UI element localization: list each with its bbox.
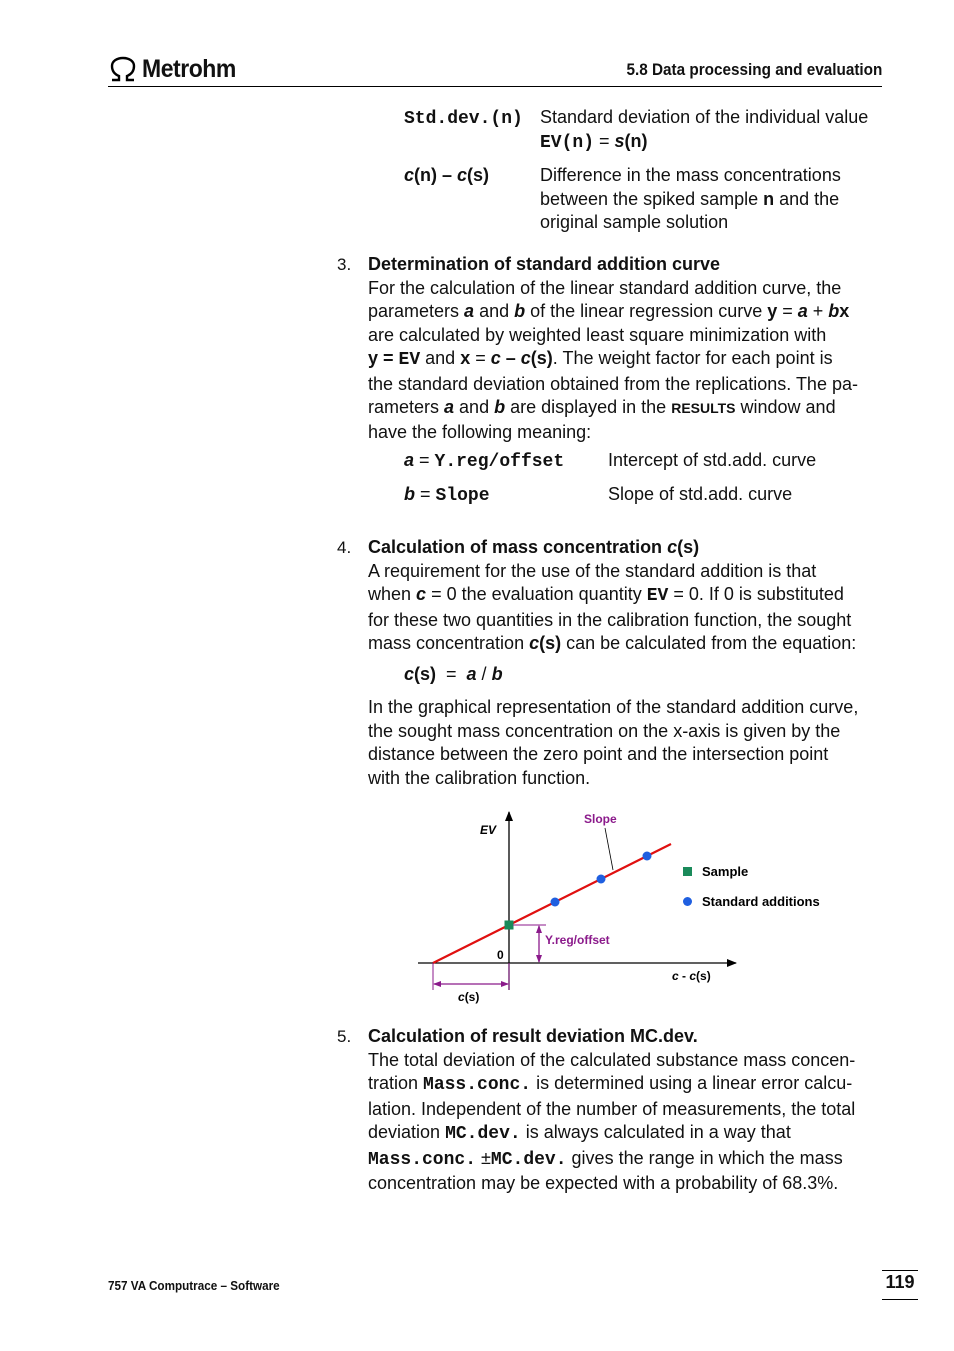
legend-label: Standard additions (702, 894, 820, 909)
diff-term: c(n) – c(s) (404, 165, 490, 185)
chart-legend (683, 864, 820, 909)
s3-body: Determination of standard addition curve For the calculation of the linear standard addition curve, the parameters a and b of the linear regression curve y = a + bx are calculated by weighted least square minimization with y = EV and x = c – c(s). The weight factor for each point is the standard deviation obtained from the replications. The pa- rameters a and b are displayed in the RESULTS window and have the following meaning: (368, 253, 888, 444)
standard-addition-point (551, 898, 560, 907)
legend-marker (683, 897, 692, 906)
y-axis-label: EV (480, 823, 497, 837)
s4-paragraph-2: In the graphical representation of the standard addition curve, the sought mass concentration on the x-axis is given by the distance between the zero point and the intersection point with the calibration function. (368, 697, 859, 788)
s4-body: Calculation of mass concentration c(s) A requirement for the use of the standard addition is that when c = 0 the evaluation quantity EV = 0. If 0 is substituted for these two quantities in the calibration function, the sought mass concentration c(s) can be calculated from the equation: (368, 536, 888, 656)
offset-label: Y.reg/offset (545, 933, 610, 947)
standard-additions-group (551, 852, 652, 907)
stddev-desc: Standard deviation of the individual value EV(n) = s(n) (540, 107, 869, 153)
param-b: b = Slope (404, 484, 490, 506)
param-b-desc: Slope of std.add. curve (608, 484, 793, 504)
standard-addition-point (643, 852, 652, 861)
s3-title: Determination of standard addition curve (368, 254, 721, 274)
stddev-term: Std.dev.(n) (404, 109, 523, 129)
header-rule (108, 86, 882, 87)
section-title: 5.8 Data processing and evaluation (626, 60, 882, 79)
s4-number: 4. (337, 538, 352, 557)
legend-marker (683, 867, 692, 876)
x-axis-label: c - c(s) (672, 969, 711, 983)
param-a: a = Y.reg/offset (404, 450, 565, 472)
legend-label: Sample (702, 864, 749, 879)
s5-title: Calculation of result deviation MC.dev. (368, 1026, 698, 1046)
footer-product: 757 VA Computrace – Software (108, 1278, 280, 1293)
standard-addition-chart (400, 800, 850, 1015)
s4-title: Calculation of mass concentration c(s) (368, 537, 700, 557)
omega-icon (108, 56, 138, 82)
param-a-desc: Intercept of std.add. curve (608, 450, 817, 470)
slope-leader-line (605, 828, 613, 870)
diff-desc: Difference in the mass concentrations between the spiked sample n and the original sample solution (540, 165, 841, 232)
equation: c(s) = a / b (404, 664, 503, 684)
slope-label: Slope (584, 812, 617, 826)
s3-number: 3. (337, 255, 352, 274)
page-number: 119 (885, 1272, 915, 1292)
s5-body: Calculation of result deviation MC.dev. The total deviation of the calculated substance mass concen- tration Mass.conc. is determined using a linear error calcu- lation. Independent of the number of measurements, the total deviation MC.dev. is always calculated in a way that Mass.conc. ±MC.dev. gives the range in which the mass concentration may be expected with a probability of 68.3%. (368, 1025, 888, 1196)
cs-label: c(s) (458, 990, 480, 1004)
standard-addition-point (597, 875, 606, 884)
s5-number: 5. (337, 1027, 352, 1046)
metrohm-logo (108, 54, 244, 84)
origin-label: 0 (497, 948, 504, 962)
sample-marker (505, 921, 514, 930)
logo-text: Metrohm (142, 54, 236, 83)
